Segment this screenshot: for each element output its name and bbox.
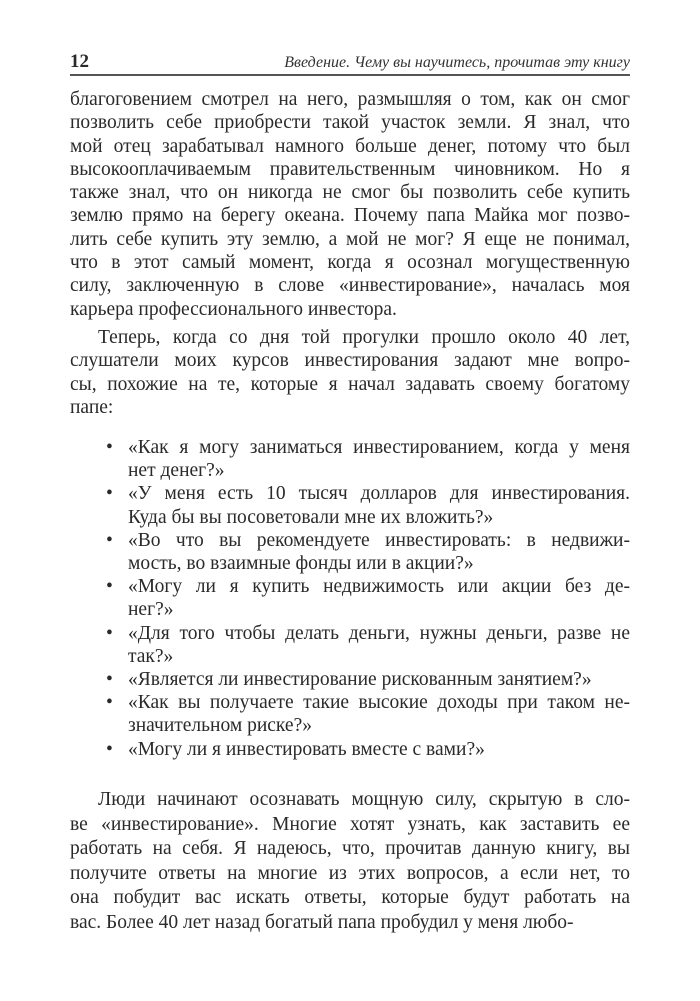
text-line: «Является ли инвестирование рискованным занятием?» (128, 669, 592, 691)
bullet-icon: • (106, 738, 113, 760)
paragraph-3 (70, 788, 630, 935)
text-line: слушатели моих курсов инвестирования задают мне вопро- (70, 350, 630, 372)
list-item (70, 436, 630, 482)
text-line: «Как я могу заниматься инвестированием, когда у меня (128, 437, 630, 458)
text-line: силу, заключенную в слове «инвестирование», началась моя (70, 275, 630, 297)
text-line: Куда бы вы посоветовали мне их вложить?» (128, 506, 494, 528)
text-line: «Могу ли я инвестировать вместе с вами?» (128, 738, 485, 760)
bullet-icon: • (106, 669, 113, 691)
text-line: мой отец зарабатывал намного больше денег, потому что был (70, 135, 630, 157)
list-item (70, 529, 630, 575)
text-line: землю прямо на берегу океана. Почему папа Майка мог позво- (70, 205, 630, 227)
text-line: «Могу ли я купить недвижимость или акции без де- (128, 576, 630, 598)
text-line: нег?» (128, 599, 174, 621)
text-line: что в этот самый момент, когда я осознал могущественную (70, 252, 630, 274)
text-line: благоговением смотрел на него, размышляя о том, как он смог (70, 89, 630, 110)
running-header (70, 52, 630, 76)
text-line: лить себе купить эту землю, а мой не мог? Я еще не понимал, (70, 228, 630, 250)
text-line: Люди начинают осознавать мощную силу, скрытую в сло- (98, 789, 630, 810)
question-list (70, 436, 630, 761)
text-line: карьера профессионального инвестора. (70, 298, 397, 320)
paragraph-2 (70, 326, 630, 419)
text-line: также знал, что он никогда не смог бы позволить себе купить (70, 182, 630, 204)
text-line: «Для того чтобы делать деньги, нужны деньги, разве не (128, 622, 630, 644)
bullet-icon: • (106, 483, 113, 505)
text-line: сы, похожие на те, которые я начал задавать своему богатому (70, 373, 630, 395)
text-line: позволить себе приобрести такой участок земли. Я знал, что (70, 112, 630, 134)
running-title: Введение. Чему вы научитесь, прочитав эту книгу (284, 54, 630, 71)
text-line: значительном риске?» (128, 715, 312, 737)
bullet-icon: • (106, 529, 113, 551)
text-line: работать на себя. Я надеюсь, что, прочитав данную книгу, вы (70, 838, 630, 859)
paragraph-1 (70, 88, 630, 321)
list-item (70, 738, 630, 761)
bullet-icon: • (106, 437, 113, 458)
bullet-icon: • (106, 576, 113, 598)
text-line: вас. Более 40 лет назад богатый папа пробудил у меня любо- (70, 911, 574, 933)
text-line: «У меня есть 10 тысяч долларов для инвестирования. (128, 483, 630, 505)
list-item (70, 482, 630, 528)
bullet-icon: • (106, 622, 113, 644)
text-line: ве «инвестирование». Многие хотят узнать, как заставить ее (70, 813, 630, 835)
text-line: получите ответы на многие из этих вопросов, а если нет, то (70, 862, 630, 884)
text-line: папе: (70, 396, 114, 418)
text-line: Теперь, когда со дня той прогулки прошло около 40 лет, (98, 327, 630, 348)
text-line: так?» (128, 645, 174, 667)
list-item (70, 622, 630, 668)
text-line: мость, во взаимные фонды или в акции?» (128, 553, 474, 575)
text-line: «Как вы получаете такие высокие доходы при таком не- (128, 692, 630, 714)
text-line: высокооплачиваемым правительственным чиновником. Но я (70, 158, 630, 180)
page-number: 12 (70, 51, 89, 72)
list-item (70, 691, 630, 737)
text-line: «Во что вы рекомендуете инвестировать: в недвижи- (128, 529, 630, 551)
list-item (70, 668, 630, 691)
text-line: нет денег?» (128, 460, 225, 482)
text-line: она побудит вас искать ответы, которые будут работать на (70, 887, 630, 908)
list-item (70, 575, 630, 621)
bullet-icon: • (106, 692, 113, 714)
